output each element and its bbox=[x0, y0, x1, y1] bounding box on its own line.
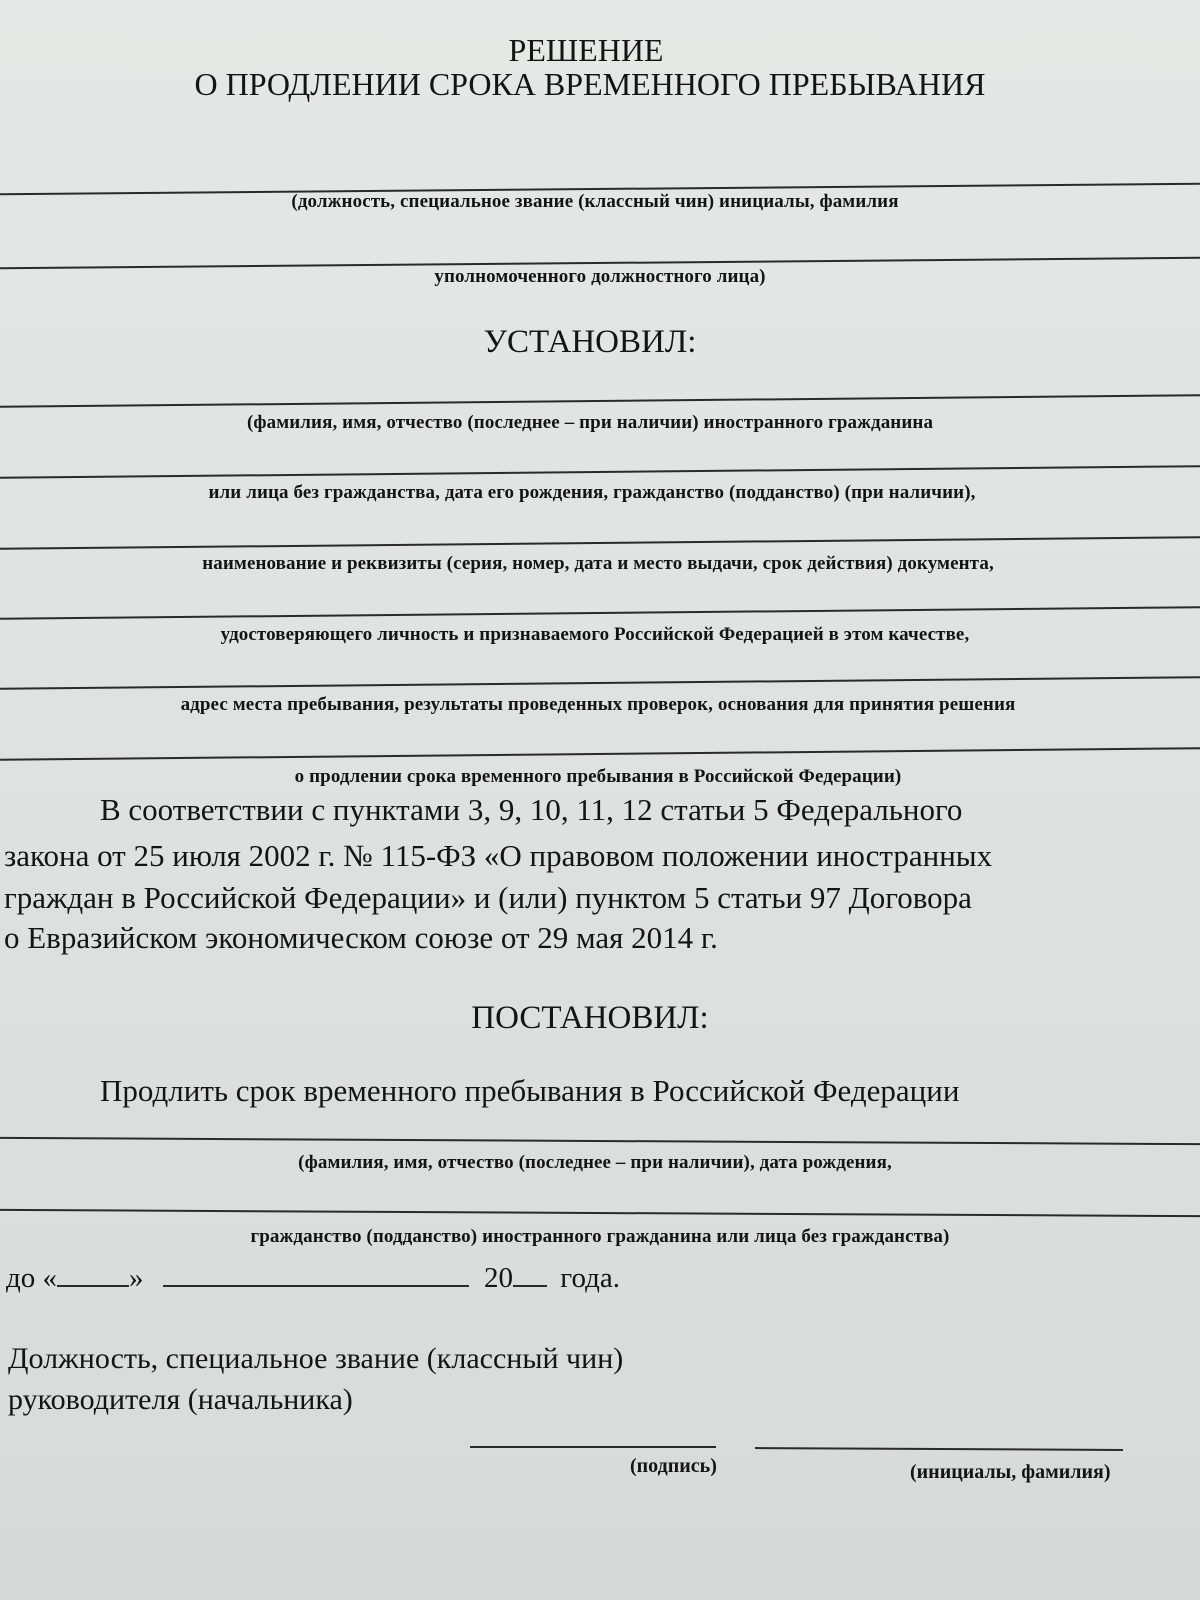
initials-line bbox=[755, 1447, 1123, 1451]
legal-basis-line-1: В соответствии с пунктами 3, 9, 10, 11, 12 статьи 5 Федерального bbox=[100, 792, 963, 827]
until-prefix: до « bbox=[6, 1262, 58, 1294]
legal-basis-line-4: о Евразийском экономическом союзе от 29 мая 2014 г. bbox=[4, 920, 718, 955]
foreigner-caption-2: или лица без гражданства, дата его рождения, гражданство (подданство) (при наличии), bbox=[208, 482, 976, 503]
year-prefix: 20 bbox=[484, 1262, 514, 1294]
legal-basis-line-3: граждан в Российской Федерации» и (или) пунктом 5 статьи 97 Договора bbox=[4, 880, 972, 915]
person-line-2 bbox=[0, 1209, 1200, 1217]
foreigner-caption-5: адрес места пребывания, результаты проведенных проверок, основания для принятия решения bbox=[180, 694, 1016, 715]
person-caption-1: (фамилия, имя, отчество (последнее – при наличии), дата рождения, bbox=[298, 1152, 892, 1173]
document-title: РЕШЕНИЕ bbox=[508, 32, 664, 68]
foreigner-line-5 bbox=[0, 676, 1200, 690]
foreigner-line-4 bbox=[0, 606, 1200, 620]
official-caption-2: уполномоченного должностного лица) bbox=[434, 266, 766, 287]
document-subtitle: О ПРОДЛЕНИИ СРОКА ВРЕМЕННОГО ПРЕБЫВАНИЯ bbox=[194, 66, 986, 102]
foreigner-line-6 bbox=[0, 747, 1200, 761]
month-blank bbox=[163, 1263, 469, 1287]
until-suffix: года. bbox=[560, 1262, 620, 1294]
signature-line bbox=[470, 1446, 716, 1448]
day-blank bbox=[57, 1263, 129, 1287]
resolved-heading: ПОСТАНОВИЛ: bbox=[471, 1000, 709, 1036]
established-heading: УСТАНОВИЛ: bbox=[483, 324, 697, 360]
foreigner-caption-4: удостоверяющего личность и признаваемого Российской Федерацией в этом качестве, bbox=[220, 624, 970, 645]
foreigner-line-1 bbox=[0, 394, 1200, 408]
until-quote-close: » bbox=[129, 1262, 144, 1294]
signature-caption: (подпись) bbox=[630, 1455, 717, 1477]
decision-text: Продлить срок временного пребывания в Российской Федерации bbox=[100, 1073, 960, 1108]
person-line-1 bbox=[0, 1137, 1200, 1145]
foreigner-caption-1: (фамилия, имя, отчество (последнее – при наличии) иностранного гражданина bbox=[246, 412, 934, 433]
head-position-line-2: руководителя (начальника) bbox=[8, 1383, 353, 1416]
foreigner-line-3 bbox=[0, 536, 1200, 550]
foreigner-line-2 bbox=[0, 465, 1200, 479]
until-date-row bbox=[6, 1262, 620, 1295]
legal-basis-line-2: закона от 25 июля 2002 г. № 115-ФЗ «О правовом положении иностранных bbox=[4, 838, 993, 873]
year-blank bbox=[513, 1263, 547, 1287]
foreigner-caption-6: о продлении срока временного пребывания в Российской Федерации) bbox=[294, 766, 902, 787]
head-position-line-1: Должность, специальное звание (классный чин) bbox=[8, 1342, 624, 1375]
foreigner-caption-3: наименование и реквизиты (серия, номер, дата и место выдачи, срок действия) документа, bbox=[202, 553, 994, 574]
initials-caption: (инициалы, фамилия) bbox=[910, 1461, 1111, 1483]
official-caption-1: (должность, специальное звание (классный чин) инициалы, фамилия bbox=[291, 191, 899, 212]
person-caption-2: гражданство (подданство) иностранного гражданина или лица без гражданства) bbox=[250, 1226, 950, 1247]
